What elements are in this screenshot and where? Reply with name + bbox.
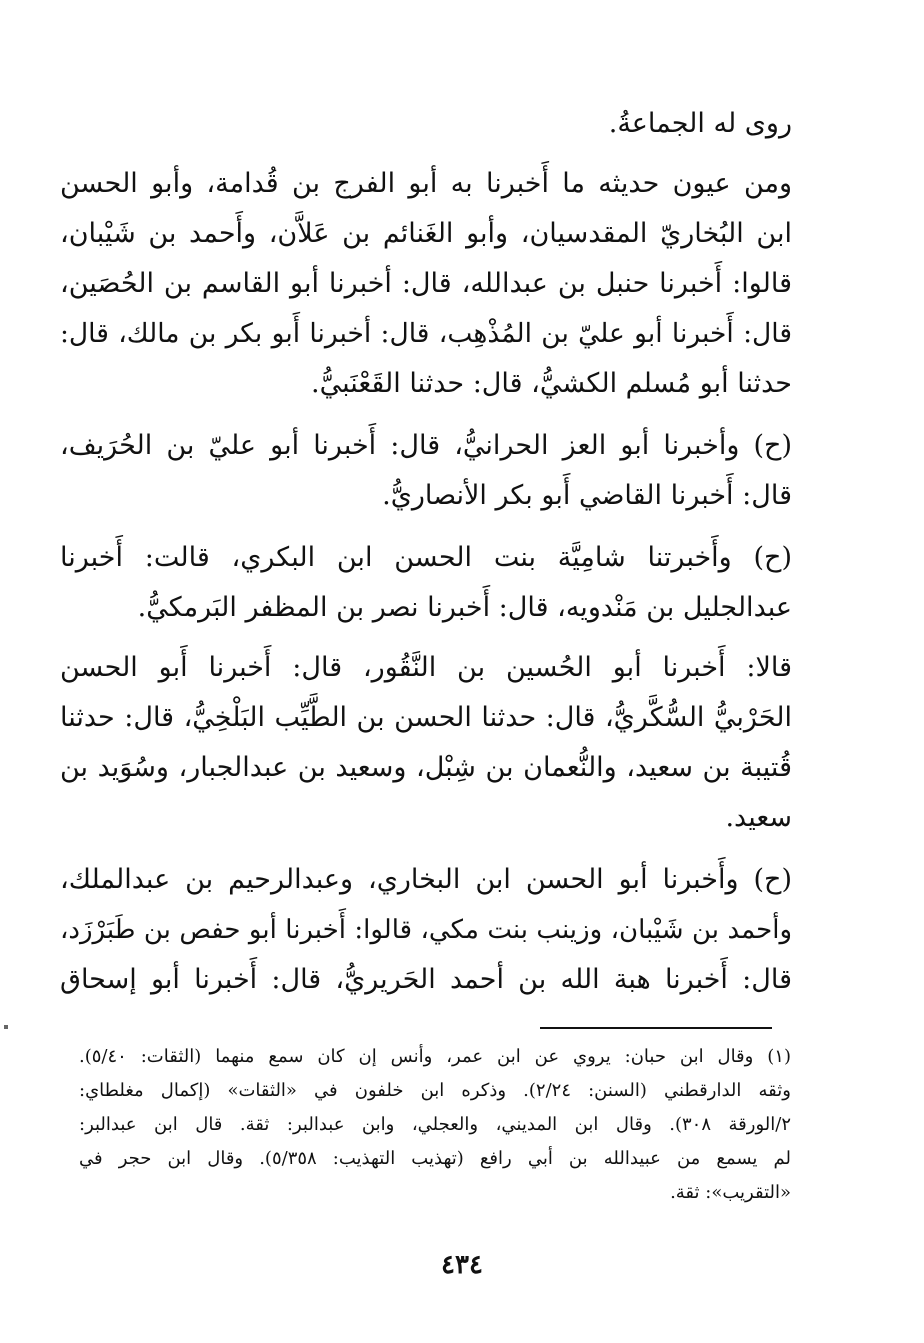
footnote-line: (١) وقال ابن حبان: يروي عن ابن عمر، وأنس إن كان سمع منهما (الثقات: ٥/٤٠). [79, 1046, 791, 1067]
text-line: سعيد. [725, 802, 792, 833]
footnote-line: وثقه الدارقطني (السنن: ٢/٢٤). وذكره ابن خلفون في «الثقات» (إكمال مغلطاي: [79, 1080, 791, 1101]
text-line: (ح) وأَخبرتنا شامِيَّة بنت الحسن ابن البكري، قالت: أَخبرنا [60, 542, 792, 573]
text-line: حدثنا أبو مُسلم الكشيُّ، قال: حدثنا القَعْنَبيُّ. [310, 368, 792, 399]
footnote-line: «التقريب»: ثقة. [670, 1182, 791, 1203]
text-line: ومن عيون حديثه ما أَخبرنا به أبو الفرج بن قُدامة، وأبو الحسن [60, 168, 792, 199]
text-line: (ح) وأَخبرنا أبو الحسن ابن البخاري، وعبدالرحيم بن عبدالملك، [60, 864, 792, 895]
margin-mark [4, 1025, 8, 1029]
text-line: روى له الجماعةُ. [608, 108, 792, 139]
text-line: عبدالجليل بن مَنْدويه، قال: أَخبرنا نصر بن المظفر البَرمكيُّ. [137, 592, 792, 623]
text-line: وأحمد بن شَيْبان، وزينب بنت مكي، قالوا: أَخبرنا أبو حفص بن طَبَرْزَد، [60, 915, 792, 945]
text-line: قالا: أَخبرنا أبو الحُسين بن النَّقُور، قال: أَخبرنا أَبو الحسن [60, 652, 792, 683]
footnote-line: لم يسمع من عبيدالله بن أبي رافع (تهذيب التهذيب: ٥/٣٥٨). وقال ابن حجر في [79, 1148, 791, 1169]
page-number: ٤٣٤ [441, 1250, 483, 1280]
footnote-separator [540, 1027, 772, 1029]
text-line: قال: أَخبرنا أبو عليّ بن المُذْهِب، قال: أخبرنا أَبو بكر بن مالك، قال: [60, 318, 792, 349]
text-line: ابن البُخاريّ المقدسيان، وأبو الغَنائم بن عَلاَّن، وأَحمد بن شَيْبان، [60, 218, 792, 249]
text-line: قالوا: أَخبرنا حنبل بن عبدالله، قال: أخبرنا أبو القاسم بن الحُصَين، [60, 268, 792, 299]
text-line: قُتيبة بن سعيد، والنُّعمان بن شِبْل، وسعيد بن عبدالجبار، وسُوَيد بن [60, 752, 792, 783]
text-line: قال: أَخبرنا القاضي أَبو بكر الأنصاريُّ. [382, 480, 792, 511]
text-line: (ح) وأخبرنا أبو العز الحرانيُّ، قال: أَخبرنا أبو عليّ بن الحُرَيف، [60, 430, 792, 461]
text-line: قال: أَخبرنا هبة الله بن أحمد الحَريريُّ، قال: أَخبرنا أبو إسحاق [60, 964, 792, 995]
text-line: الحَرْبيُّ السُّكَّريُّ، قال: حدثنا الحسن بن الطَّيِّب البَلْخِيُّ، قال: حدثنا [60, 702, 792, 733]
footnote-line: ٢/الورقة ٣٠٨). وقال ابن المديني، والعجلي، وابن عبدالبر: ثقة. قال ابن عبدالبر: [79, 1114, 791, 1135]
